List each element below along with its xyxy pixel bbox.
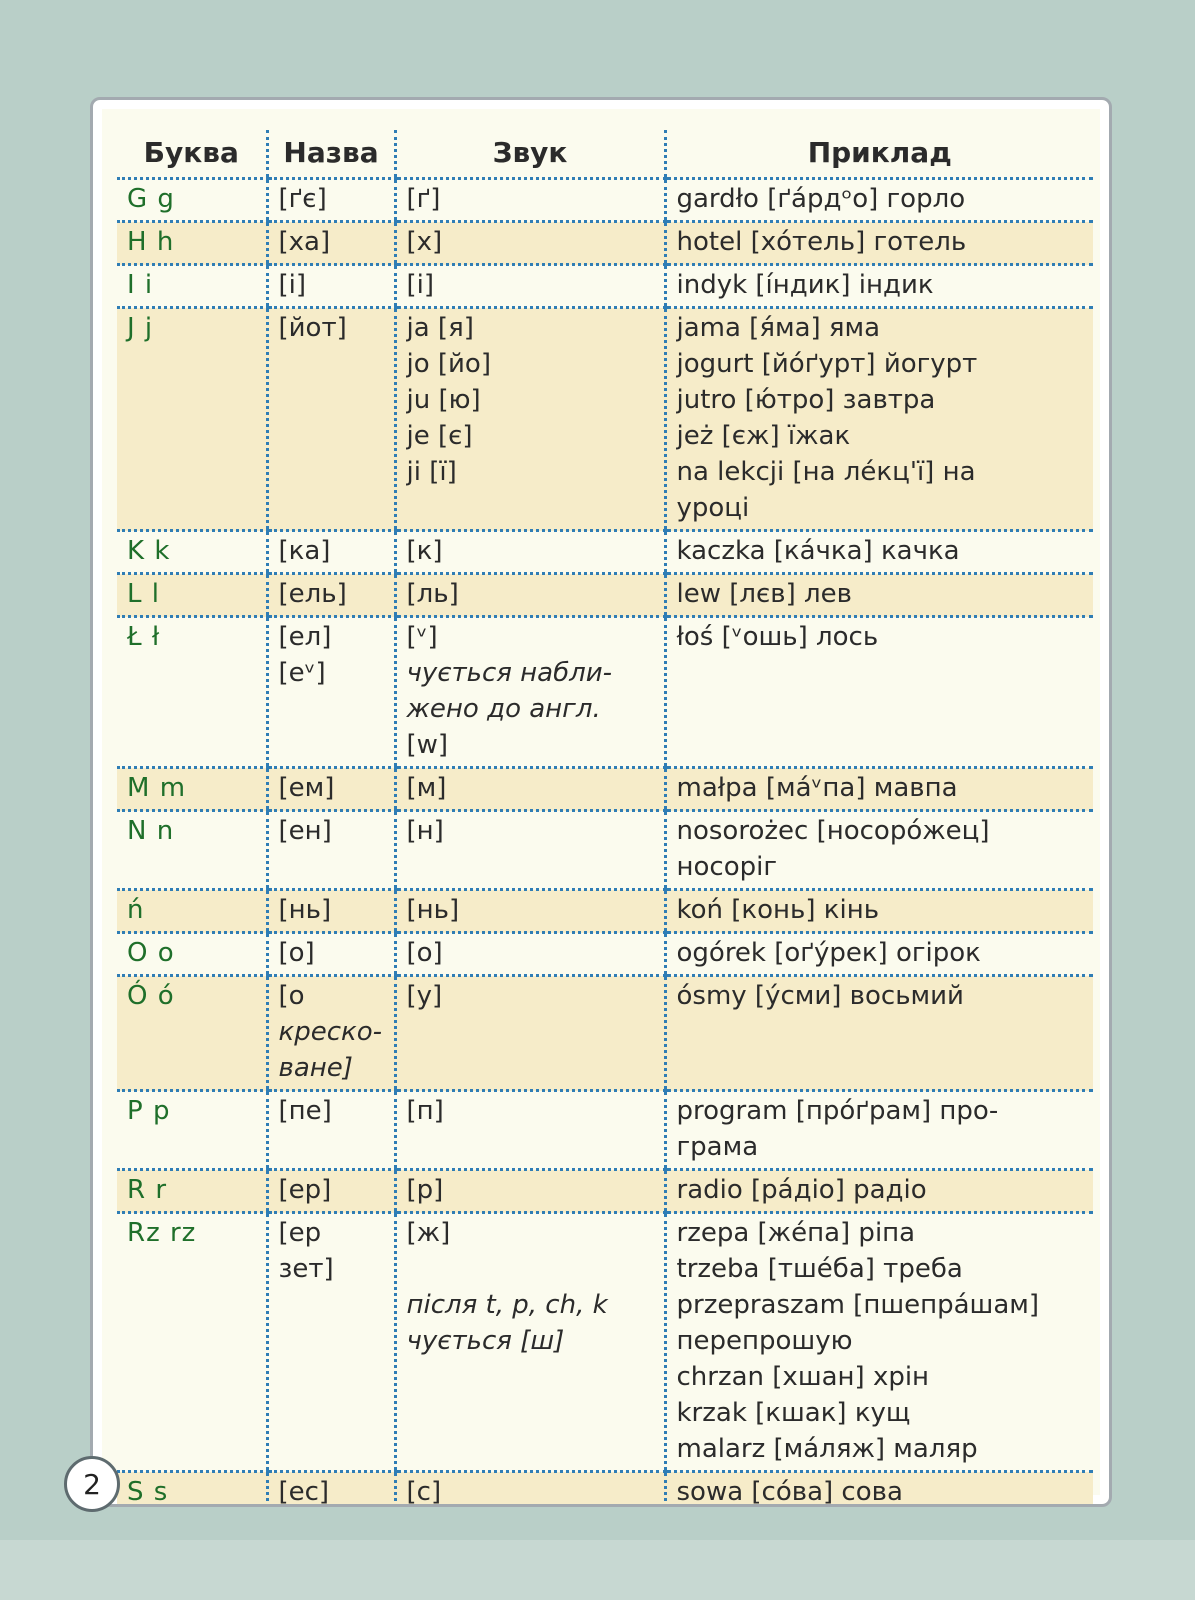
name-cell-line: [ем] — [278, 773, 335, 803]
example-cell — [665, 222, 1093, 265]
table-row — [117, 222, 1093, 265]
example-cell-line: nosorożec [носорóжец] — [676, 816, 990, 846]
letter-cell: I i — [117, 265, 267, 308]
name-cell — [267, 531, 395, 574]
letter-cell: Ł ł — [117, 617, 267, 768]
sound-cell-line: [н] — [406, 816, 444, 846]
sound-cell-line: [м] — [406, 773, 447, 803]
example-cell-line: gardło [ґáрдᵒо] горло — [676, 184, 966, 214]
sound-cell — [395, 308, 665, 531]
sound-cell — [395, 933, 665, 976]
example-cell — [665, 1472, 1093, 1508]
example-cell-line: radio [рáдіо] радіо — [676, 1175, 927, 1205]
example-cell-line: malarz [мáляж] маляр — [676, 1434, 978, 1464]
name-cell — [267, 617, 395, 768]
letter-cell: R r — [117, 1170, 267, 1213]
example-cell — [665, 531, 1093, 574]
example-cell-line: lew [лєв] лев — [676, 579, 852, 609]
alphabet-table — [117, 130, 1093, 1507]
name-cell-line: [ер — [278, 1218, 322, 1248]
example-cell-line: łoś [ᵛошь] лось — [676, 622, 879, 652]
sound-cell-line: [х] — [406, 227, 443, 257]
name-cell — [267, 308, 395, 531]
table-row — [117, 1213, 1093, 1472]
name-cell — [267, 976, 395, 1091]
example-cell-line: уроці — [676, 493, 750, 523]
letter-cell: Ó ó — [117, 976, 267, 1091]
example-cell-line: sowa [сóва] сова — [676, 1477, 903, 1507]
example-cell-line: na lekcji [на лéкц'ї] на — [676, 457, 976, 487]
name-cell-line: [нь] — [278, 895, 332, 925]
table-row — [117, 179, 1093, 222]
example-cell — [665, 890, 1093, 933]
name-cell-line: [ес] — [278, 1477, 330, 1507]
table-row — [117, 1091, 1093, 1170]
letter-cell: G g — [117, 179, 267, 222]
name-cell — [267, 1091, 395, 1170]
example-cell-line: indyk [íндик] індик — [676, 270, 934, 300]
sound-cell-line: [о] — [406, 938, 443, 968]
example-cell — [665, 265, 1093, 308]
name-cell-line: ване] — [278, 1053, 353, 1083]
example-cell — [665, 308, 1093, 531]
sound-cell — [395, 1472, 665, 1508]
example-cell — [665, 811, 1093, 890]
name-cell — [267, 265, 395, 308]
sound-cell-line: [ль] — [406, 579, 459, 609]
sound-cell — [395, 1213, 665, 1472]
example-cell-line: krzak [кшак] кущ — [676, 1398, 911, 1428]
sound-cell — [395, 1170, 665, 1213]
sound-cell — [395, 811, 665, 890]
sound-cell — [395, 531, 665, 574]
header-name: Назва — [267, 130, 395, 179]
sound-cell-line: [w] — [406, 730, 449, 760]
example-cell-line: носоріг — [676, 852, 777, 882]
sound-cell-line: [і] — [406, 270, 435, 300]
letter-cell: S s — [117, 1472, 267, 1508]
example-cell-line: trzeba [тшéба] треба — [676, 1254, 963, 1284]
sound-cell — [395, 1091, 665, 1170]
name-cell — [267, 1170, 395, 1213]
table-row — [117, 265, 1093, 308]
name-cell-line: [ел] — [278, 622, 332, 652]
letter-cell: P p — [117, 1091, 267, 1170]
name-cell-line: креско- — [278, 1017, 382, 1047]
sound-cell-line: [у] — [406, 981, 443, 1011]
table-row — [117, 933, 1093, 976]
example-cell — [665, 1170, 1093, 1213]
sound-cell — [395, 976, 665, 1091]
sound-cell-line: ju [ю] — [406, 385, 481, 415]
example-cell-line: jama [я́ма] яма — [676, 313, 881, 343]
sound-cell — [395, 768, 665, 811]
table-row — [117, 574, 1093, 617]
example-cell-line: jeż [єж] їжак — [676, 421, 851, 451]
sound-cell-line: [ж] — [406, 1218, 451, 1248]
example-cell-line: małpa [мáᵛпа] мавпа — [676, 773, 958, 803]
example-cell-line: koń [конь] кінь — [676, 895, 880, 925]
sound-cell — [395, 265, 665, 308]
sound-cell — [395, 222, 665, 265]
sound-cell-line: je [є] — [406, 421, 473, 451]
letter-cell: O o — [117, 933, 267, 976]
sound-cell-line: ja [я] — [406, 313, 474, 343]
example-cell-line: rzepa [жéпа] ріпа — [676, 1218, 916, 1248]
letter-cell: ń — [117, 890, 267, 933]
example-cell-line: program [прóґрам] про- — [676, 1096, 999, 1126]
example-cell — [665, 179, 1093, 222]
sound-cell-line: жено до англ. — [406, 694, 601, 724]
name-cell — [267, 179, 395, 222]
example-cell-line: перепрошую — [676, 1326, 853, 1356]
sound-cell-line: [ᵛ] — [406, 622, 438, 652]
table-row — [117, 1170, 1093, 1213]
letter-cell: H h — [117, 222, 267, 265]
background-strip — [0, 1540, 1195, 1600]
table-row — [117, 617, 1093, 768]
name-cell — [267, 811, 395, 890]
example-cell — [665, 617, 1093, 768]
name-cell-line: [йот] — [278, 313, 347, 343]
letter-cell: L l — [117, 574, 267, 617]
sound-cell-line: ji [ї] — [406, 457, 457, 487]
table-body — [117, 179, 1093, 1508]
page-number-badge — [64, 1456, 120, 1512]
table-row — [117, 1472, 1093, 1508]
example-cell — [665, 768, 1093, 811]
sound-cell-line: [р] — [406, 1175, 444, 1205]
name-cell-line: [ґє] — [278, 184, 327, 214]
table-row — [117, 308, 1093, 531]
sound-cell-line: jo [йо] — [406, 349, 491, 379]
table-row — [117, 768, 1093, 811]
name-cell-line: [ель] — [278, 579, 347, 609]
name-cell — [267, 768, 395, 811]
sound-cell-line: [нь] — [406, 895, 460, 925]
name-cell — [267, 890, 395, 933]
example-cell-line: hotel [хóтель] готель — [676, 227, 967, 257]
example-cell — [665, 933, 1093, 976]
sound-cell-line: чується [ш] — [406, 1326, 565, 1356]
letter-cell: K k — [117, 531, 267, 574]
sound-cell-line: [с] — [406, 1477, 442, 1507]
sound-cell-line: після t, p, ch, k — [406, 1290, 608, 1320]
name-cell-line: [о] — [278, 938, 315, 968]
header-sound: Звук — [395, 130, 665, 179]
example-cell-line: kaczka [кáчка] качка — [676, 536, 960, 566]
name-cell-line: [ен] — [278, 816, 332, 846]
name-cell-line: [пе] — [278, 1096, 332, 1126]
example-cell-line: chrzan [хшан] хрін — [676, 1362, 930, 1392]
sound-cell-line: [п] — [406, 1096, 444, 1126]
sound-cell — [395, 574, 665, 617]
table-row — [117, 890, 1093, 933]
name-cell-line: [еᵛ] — [278, 658, 326, 688]
example-cell — [665, 1213, 1093, 1472]
name-cell — [267, 933, 395, 976]
page-number: 2 — [83, 1467, 101, 1501]
example-cell-line: jogurt [йóґурт] йогурт — [676, 349, 978, 379]
name-cell-line: [о — [278, 981, 305, 1011]
example-cell-line: jutro [ю́тро] завтра — [676, 385, 936, 415]
name-cell-line: зет] — [278, 1254, 334, 1284]
name-cell — [267, 222, 395, 265]
example-cell-line: przepraszam [пшепрáшам] — [676, 1290, 1040, 1320]
letter-cell: N n — [117, 811, 267, 890]
sound-cell-line: [ґ] — [406, 184, 441, 214]
sound-cell — [395, 617, 665, 768]
name-cell — [267, 1472, 395, 1508]
example-cell-line: ogórek [оґýрек] огірок — [676, 938, 981, 968]
example-cell-line: ósmy [ýсми] восьмий — [676, 981, 964, 1011]
table-row — [117, 531, 1093, 574]
sound-cell — [395, 179, 665, 222]
header-example: Приклад — [665, 130, 1093, 179]
name-cell — [267, 1213, 395, 1472]
name-cell-line: [ка] — [278, 536, 331, 566]
sound-cell-line — [407, 1251, 658, 1287]
sound-cell-line: [к] — [406, 536, 443, 566]
header-row — [117, 130, 1093, 179]
letter-cell: J j — [117, 308, 267, 531]
example-cell — [665, 574, 1093, 617]
letter-cell: Rz rz — [117, 1213, 267, 1472]
example-cell-line: грама — [676, 1132, 759, 1162]
name-cell-line: [ха] — [278, 227, 331, 257]
letter-cell: M m — [117, 768, 267, 811]
table-row — [117, 811, 1093, 890]
alphabet-card — [90, 97, 1112, 1507]
sound-cell — [395, 890, 665, 933]
name-cell — [267, 574, 395, 617]
table-row — [117, 976, 1093, 1091]
name-cell-line: [і] — [278, 270, 307, 300]
sound-cell-line: чується набли- — [406, 658, 613, 688]
header-letter: Буква — [117, 130, 267, 179]
example-cell — [665, 1091, 1093, 1170]
example-cell — [665, 976, 1093, 1091]
name-cell-line: [ер] — [278, 1175, 332, 1205]
